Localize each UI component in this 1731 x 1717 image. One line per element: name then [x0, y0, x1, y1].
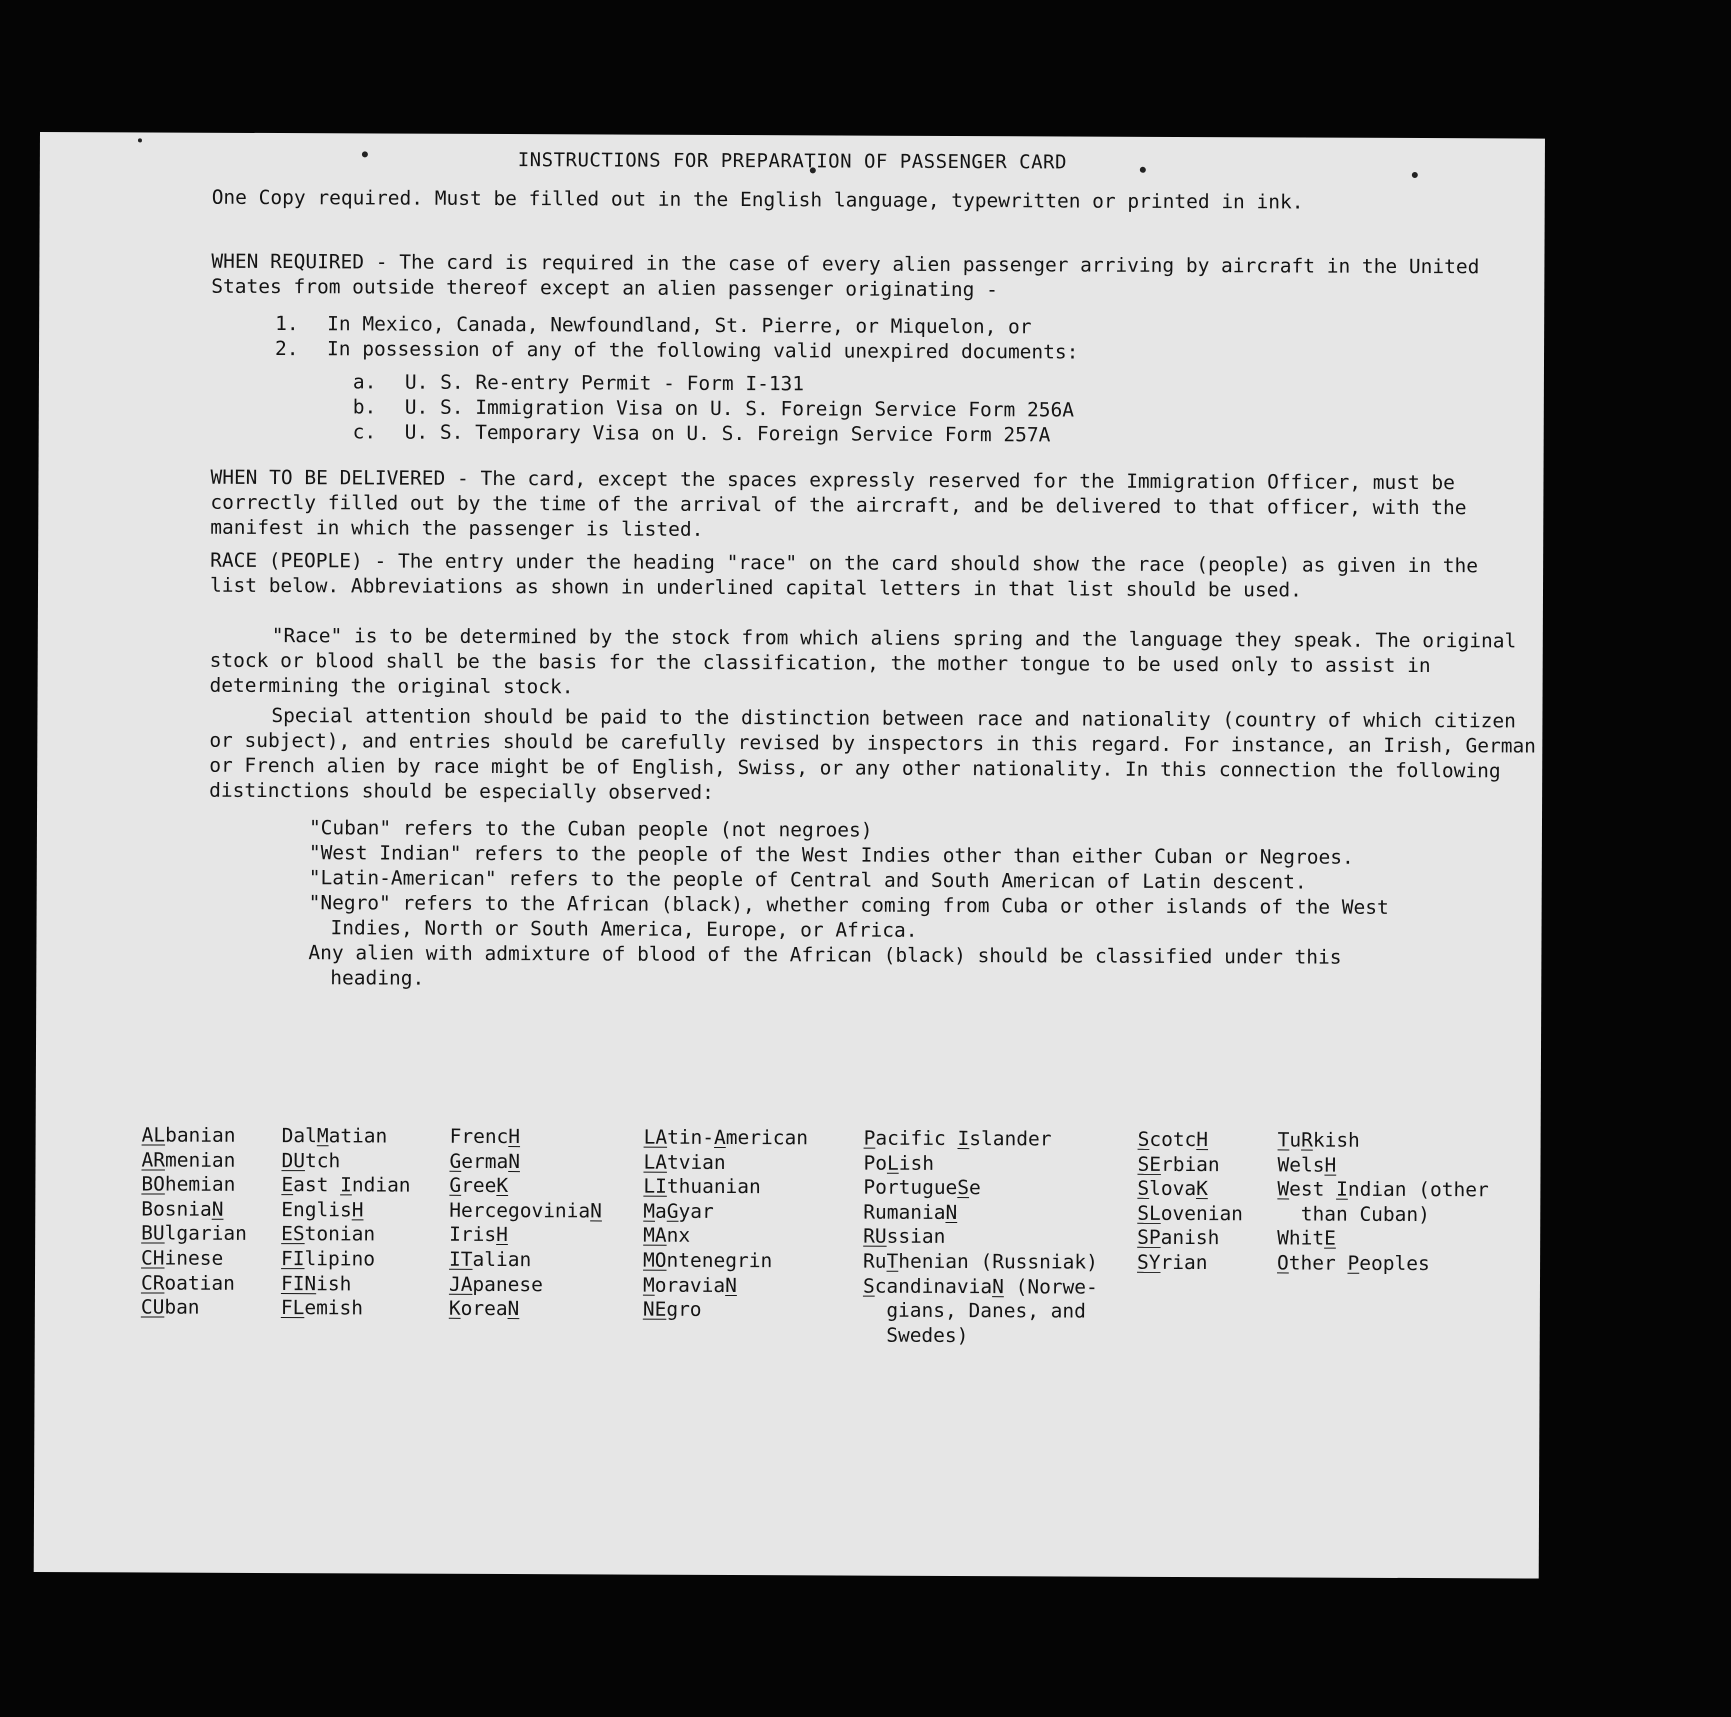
race-entry: HercegoviniaN: [449, 1198, 602, 1223]
list-item: "Latin-American" refers to the people of Central and South American of Latin descent.: [308, 866, 1307, 894]
race-entry: WhitE: [1277, 1226, 1336, 1251]
race-column: [1277, 1127, 1489, 1275]
document-list: [353, 369, 1075, 447]
race-entry: LAtin-American: [643, 1125, 809, 1150]
race-entry: RUssian: [863, 1224, 946, 1249]
distinctions-list: [308, 815, 1489, 995]
race-entry: SErbian: [1137, 1152, 1220, 1176]
race-entry: KoreaN: [448, 1296, 520, 1321]
race-entry: LAtvian: [643, 1150, 726, 1174]
list-item: a. U. S. Re-entry Permit - Form I-131: [352, 370, 805, 396]
race-paragraph: [210, 548, 1510, 604]
race-entry: SlovaK: [1137, 1176, 1208, 1201]
race-abbreviation-table: [97, 1122, 1538, 1378]
race-entry: NEgro: [642, 1297, 702, 1322]
page-title: INSTRUCTIONS FOR PREPARATION OF PASSENGER CARD: [517, 149, 1068, 174]
race-entry: CHinese: [141, 1246, 224, 1270]
race-entry: West Indian (other: [1277, 1177, 1489, 1202]
intro-paragraph: One Copy required. Must be filled out in the English language, typewritten or printed in ink.: [211, 185, 1304, 214]
race-entry: PortugueSe: [863, 1175, 981, 1200]
list-item: "Negro" refers to the African (black), whether coming from Cuba or other islands of the West Indies, North or South America, Europe, or Africa.: [308, 891, 1389, 942]
list-item: Any alien with admixture of blood of the African (black) should be classified under this heading.: [308, 941, 1342, 990]
race-entry: BUlgarian: [141, 1221, 247, 1246]
race-entry: BOhemian: [141, 1172, 236, 1197]
race-column: [141, 1122, 248, 1319]
list-item: "West Indian" refers to the people of the West Indies other than either Cuban or Negroes.: [308, 841, 1354, 869]
race-column: [1137, 1127, 1243, 1275]
race-entry: WelsH: [1277, 1153, 1337, 1177]
race-entry: MOntenegrin: [643, 1248, 773, 1273]
origin-exception-list: [275, 311, 1079, 365]
race-entry: ALbanian: [141, 1123, 236, 1147]
race-entry: DUtch: [281, 1148, 341, 1172]
race-entry: SLovenian: [1137, 1201, 1244, 1226]
list-item: b. U. S. Immigration Visa on U. S. Foreign Service Form 256A: [352, 395, 1075, 422]
list-item: 1. In Mexico, Canada, Newfoundland, St. Pierre, or Miquelon, or: [275, 312, 1032, 339]
race-entry: PoLish: [863, 1151, 935, 1175]
race-entry: SYrian: [1137, 1250, 1208, 1275]
list-item: "Cuban" refers to the Cuban people (not negroes): [308, 816, 873, 842]
race-entry: GermaN: [449, 1149, 521, 1173]
race-entry: ITalian: [449, 1247, 532, 1272]
race-entry: SPanish: [1137, 1226, 1220, 1250]
race-definition-paragraph: "Race" is to be determined by the stock from which aliens spring and the language they speak. The original stock or blood shall be the basis for the classification, the mother tongue to be used only to assist in determining the original stock.: [209, 624, 1517, 699]
race-entry: than Cuban): [1277, 1202, 1430, 1226]
race-entry: BosniaN: [141, 1197, 224, 1221]
race-entry: ScotcH: [1137, 1127, 1209, 1152]
race-entry: gians, Danes, and: [862, 1298, 1086, 1323]
race-entry: DalMatian: [281, 1124, 388, 1148]
race-text: - The entry under the heading "race" on the card should show the race (people) as given in the list below. Abbreviations as shown in underlined capital letters in that list should be used.: [209, 549, 1479, 602]
race-entry: ScandinaviaN (Norwe-: [862, 1274, 1098, 1299]
ink-speck: [138, 138, 142, 142]
race-entry: CUban: [140, 1295, 200, 1319]
list-item: c. U. S. Temporary Visa on U. S. Foreign Service Form 257A: [352, 420, 1051, 447]
race-column: [449, 1124, 602, 1321]
race-entry: Other Peoples: [1277, 1251, 1430, 1276]
race-entry: East Indian: [281, 1173, 411, 1197]
passenger-card-instructions-page: [34, 132, 1545, 1579]
when-delivered-text: - The card, except the spaces expressly reserved for the Immigration Officer, must be correctly filled out by the time of the arrival of the aircraft, and be delivered to that officer, with the manifest in which the passenger is listed.: [210, 466, 1467, 541]
race-column: [863, 1126, 1099, 1348]
race-entry: EStonian: [281, 1222, 376, 1246]
race-entry: TuRkish: [1277, 1128, 1360, 1152]
race-entry: ARmenian: [141, 1148, 236, 1172]
race-entry: RumaniaN: [863, 1200, 958, 1224]
race-entry: MoraviaN: [642, 1273, 737, 1297]
list-item: 2. In possession of any of the following valid unexpired documents:: [275, 337, 1079, 364]
race-entry: FLemish: [280, 1296, 364, 1320]
race-entry: FINish: [280, 1271, 352, 1295]
when-required-heading: WHEN REQUIRED: [211, 249, 365, 274]
race-entry: Pacific Islander: [863, 1126, 1052, 1151]
race-entry: JApanese: [448, 1272, 543, 1296]
race-entry: CRoatian: [140, 1271, 235, 1295]
race-entry: MaGyar: [643, 1199, 714, 1223]
when-required-paragraph: [211, 249, 1501, 305]
race-entry: LIthuanian: [643, 1174, 761, 1199]
race-entry: IrisH: [449, 1223, 508, 1247]
race-entry: Swedes): [862, 1323, 969, 1347]
race-entry: FIlipino: [281, 1247, 376, 1271]
race-heading: RACE (PEOPLE): [210, 548, 363, 573]
race-entry: EnglisH: [281, 1197, 364, 1222]
when-required-text: - The card is required in the case of every alien passenger arriving by aircraft in the United States from outside thereof except an alien passenger originating -: [211, 250, 1480, 302]
race-entry: FrencH: [449, 1124, 521, 1149]
race-entry: GreeK: [449, 1173, 509, 1198]
when-delivered-heading: WHEN TO BE DELIVERED: [210, 465, 446, 490]
race-nationality-paragraph: Special attention should be paid to the distinction between race and nationality (country of which citizen or subject), and entries should be carefully revised by inspectors in this regard. For instance, an Irish, German or French alien by race might be of English, Swiss, or any other nationality. In this connection the following distinctions should be especially observed:: [209, 704, 1537, 804]
race-column: [281, 1123, 411, 1320]
race-column: [643, 1125, 808, 1322]
when-delivered-paragraph: [210, 465, 1540, 546]
race-entry: MAnx: [643, 1224, 691, 1248]
race-entry: RuThenian (Russniak): [863, 1249, 1098, 1274]
